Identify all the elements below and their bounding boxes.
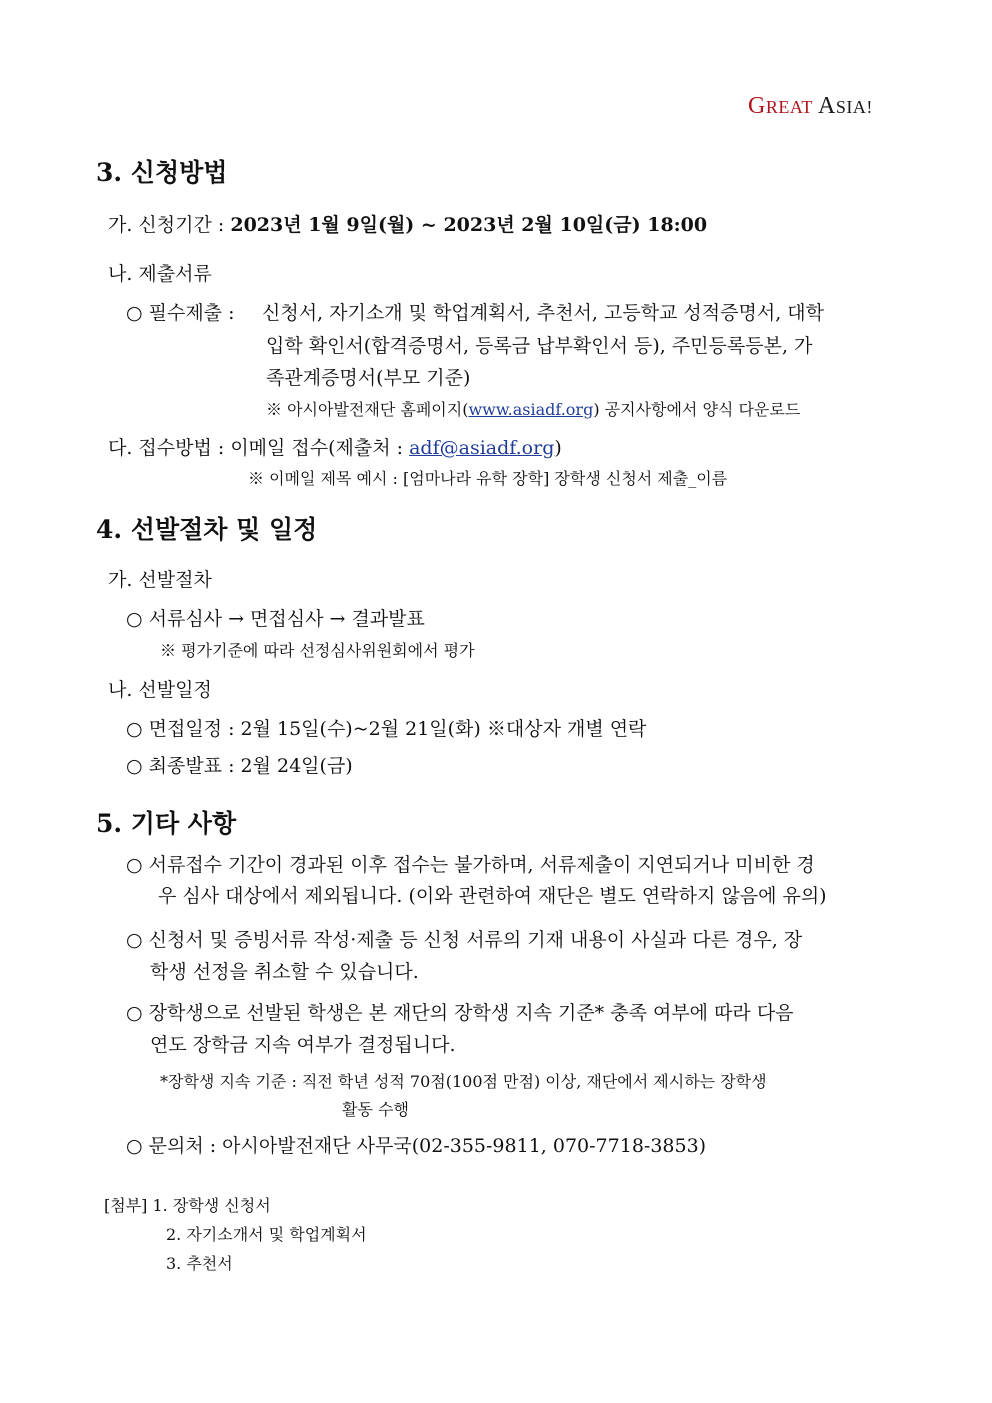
required-docs-line-3: 족관계증명서(부모 기준): [266, 367, 471, 389]
section-4-heading: 4. 선발절차 및 일정: [96, 515, 318, 544]
interview-schedule: ○ 면접일정 : 2월 15일(수)~2월 21일(화) ※대상자 개별 연락: [126, 718, 647, 740]
homepage-link[interactable]: www.asiadf.org: [468, 400, 594, 419]
note-item-1-line-2: 우 심사 대상에서 제외됩니다. (이와 관련하여 재단은 별도 연락하지 않음에 유의): [158, 885, 827, 907]
note-item-2-line-1: ○ 신청서 및 증빙서류 작성·제출 등 신청 서류의 기재 내용이 사실과 다른 경우, 장: [126, 929, 803, 951]
note-item-1-line-1: ○ 서류접수 기간이 경과된 이후 접수는 불가하며, 서류제출이 지연되거나 미비한 경: [126, 854, 815, 876]
required-docs-line-2: 입학 확인서(합격증명서, 등록금 납부확인서 등), 주민등록등본, 가: [266, 335, 813, 357]
required-docs-line-1: 신청서, 자기소개 및 학업계획서, 추천서, 고등학교 성적증명서, 대학: [262, 302, 824, 324]
note-item-3-line-1: ○ 장학생으로 선발된 학생은 본 재단의 장학생 지속 기준* 충족 여부에 따라 다음: [126, 1002, 794, 1024]
criteria-note-line-2: 활동 수행: [342, 1100, 409, 1119]
period-value: 2023년 1월 9일(월) ~ 2023년 2월 10일(금) 18:00: [230, 214, 708, 236]
criteria-note-line-1: *장학생 지속 기준 : 직전 학년 성적 70점(100점 만점) 이상, 재단에서 제시하는 장학생: [160, 1072, 767, 1091]
email-link[interactable]: adf@asiadf.org: [409, 437, 555, 459]
email-subject-note: ※ 이메일 제목 예시 : [엄마나라 유학 장학] 장학생 신청서 제출_이름: [248, 469, 728, 488]
period-label: 가. 신청기간 :: [108, 214, 231, 236]
great-asia-logo: GREAT ASIA!: [748, 93, 873, 119]
section-5-heading: 5. 기타 사항: [96, 809, 237, 838]
attachment-item-2: 2. 자기소개서 및 학업계획서: [166, 1225, 367, 1244]
procedure-steps: ○ 서류심사 → 면접심사 → 결과발표: [126, 608, 425, 630]
procedure-label: 가. 선발절차: [108, 569, 212, 591]
section-3-heading: 3. 신청방법: [96, 158, 228, 187]
procedure-note: ※ 평가기준에 따라 선정심사위원회에서 평가: [160, 641, 475, 660]
required-docs-label: ○ 필수제출 :: [126, 302, 235, 324]
attachments-label: [첨부] 1. 장학생 신청서: [104, 1196, 271, 1215]
download-note: ※ 아시아발전재단 홈페이지(www.asiadf.org) 공지사항에서 양식 다운로드: [266, 400, 801, 419]
note-item-3-line-2: 연도 장학금 지속 여부가 결정됩니다.: [150, 1034, 456, 1056]
schedule-label: 나. 선발일정: [108, 679, 212, 701]
attachment-item-3: 3. 추천서: [166, 1254, 233, 1273]
receipt-method: 다. 접수방법 : 이메일 접수(제출처 : adf@asiadf.org): [108, 437, 562, 459]
contact-info: ○ 문의처 : 아시아발전재단 사무국(02-355-9811, 070-7718-3853): [126, 1135, 707, 1157]
note-item-2-line-2: 학생 선정을 취소할 수 있습니다.: [150, 961, 419, 983]
application-period: [108, 210, 707, 237]
final-announcement: ○ 최종발표 : 2월 24일(금): [126, 755, 353, 777]
documents-label: 나. 제출서류: [108, 263, 212, 285]
